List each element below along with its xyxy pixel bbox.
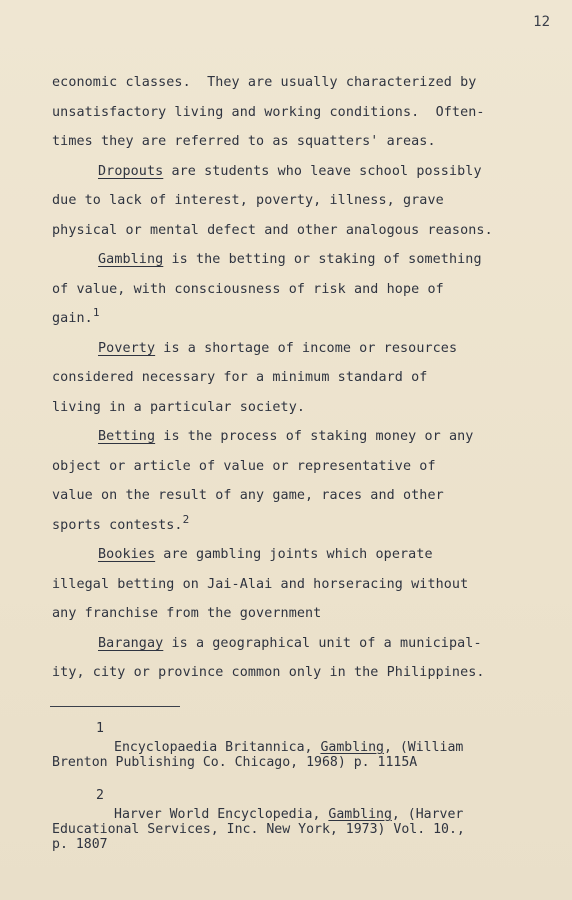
text-line [52, 304, 552, 334]
text-line: times they are referred to as squatters' areas. [52, 134, 436, 149]
footnote-number: 2 [96, 788, 104, 803]
text-line: any franchise from the government [52, 606, 322, 621]
footnote-title: Gambling [320, 740, 384, 755]
definition-betting [52, 422, 552, 452]
definition-bookies [52, 540, 552, 570]
text-line: of value, with consciousness of risk and hope of [52, 281, 444, 297]
definition-poverty [52, 334, 552, 364]
text-line: due to lack of interest, poverty, illness, grave [52, 193, 444, 208]
text-segment: gain. [52, 311, 93, 326]
text-segment: , (Harver [391, 807, 464, 822]
definition-dropouts [52, 157, 552, 187]
text-line: value on the result of any game, races and other [52, 488, 444, 503]
text-line: living in a particular society. [52, 399, 306, 415]
term-betting: Betting [98, 429, 156, 444]
term-poverty: Poverty [98, 340, 156, 356]
text-line: considered necessary for a minimum standard of [52, 370, 428, 385]
text-segment: , (William [383, 740, 464, 755]
footnote-title: Gambling [328, 807, 392, 822]
footnote-line: p. 1807 [52, 837, 108, 852]
text-segment: are gambling joints which operate [155, 547, 433, 562]
definition-gambling [52, 245, 552, 275]
body-text [52, 68, 552, 688]
text-line: ity, city or province common only in the Philippines. [52, 665, 485, 680]
footnote-line: Brenton Publishing Co. Chicago, 1968) p. 1115A [52, 755, 418, 770]
text-segment: Encyclopaedia Britannica, [114, 740, 321, 755]
text-line [52, 511, 552, 541]
footnote-ref-1: 1 [92, 306, 100, 319]
footnote-line [52, 740, 552, 755]
page-number: 12 [533, 14, 550, 30]
text-segment: is the process of staking money or any [155, 429, 474, 444]
footnote-divider [50, 706, 180, 707]
footnote-line: Educational Services, Inc. New York, 1973) Vol. 10., [52, 822, 465, 837]
footnote-line [52, 807, 552, 822]
footnote-2 [52, 785, 552, 852]
text-line: economic classes. They are usually characterized by [52, 75, 477, 90]
text-line: physical or mental defect and other analogous reasons. [52, 222, 493, 238]
text-segment: are students who leave school possibly [163, 163, 482, 179]
footnote-1 [52, 718, 552, 770]
text-line: unsatisfactory living and working conditions. Often- [52, 104, 485, 120]
term-gambling: Gambling [98, 252, 164, 267]
text-segment: Harver World Encyclopedia, [114, 807, 329, 822]
footnote-number: 1 [96, 721, 104, 736]
term-barangay: Barangay [98, 635, 164, 651]
text-line: illegal betting on Jai-Alai and horseracing without [52, 576, 469, 592]
footnote-ref-2: 2 [182, 512, 190, 526]
term-dropouts: Dropouts [98, 163, 164, 179]
term-bookies: Bookies [98, 547, 156, 562]
definition-barangay [52, 629, 552, 659]
text-segment: sports contests. [52, 517, 183, 533]
text-line: object or article of value or representative of [52, 458, 436, 474]
text-segment: is a shortage of income or resources [155, 340, 458, 356]
footnotes [52, 718, 552, 867]
text-segment: is a geographical unit of a municipal- [163, 635, 482, 651]
text-segment: is the betting or staking of something [163, 252, 482, 267]
